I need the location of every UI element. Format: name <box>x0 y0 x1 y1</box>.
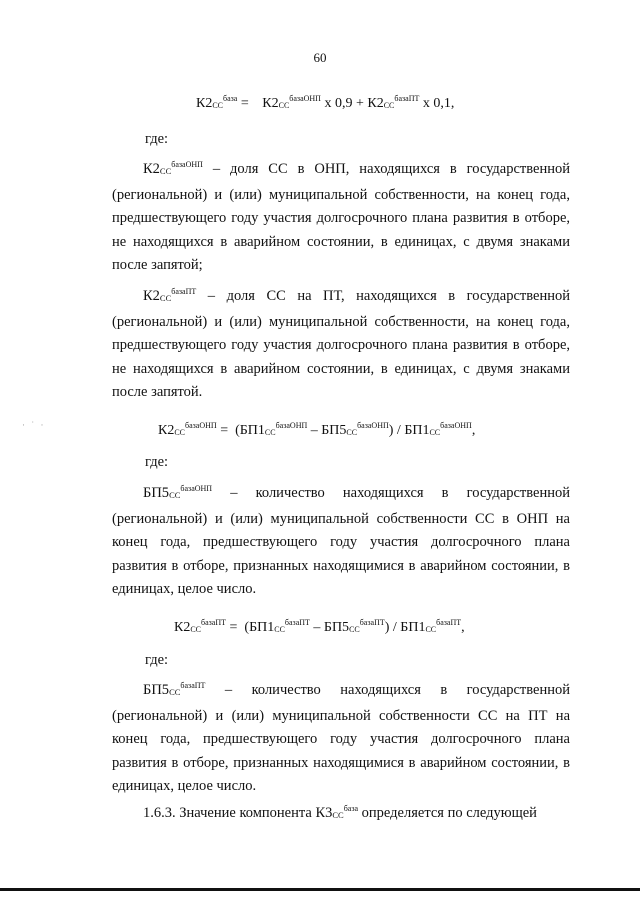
formula-equals: = ( <box>216 423 240 438</box>
formula-subscript: СС <box>429 428 441 437</box>
formula-superscript: база <box>223 94 238 103</box>
formula-term: БП5 <box>323 620 350 635</box>
definition-subscript: СС <box>169 490 181 500</box>
definition-subscript: СС <box>159 293 172 303</box>
definition-term: БП5 <box>143 682 170 698</box>
formula-subscript: СС <box>383 101 395 110</box>
formula-superscript: базаПТ <box>394 94 420 103</box>
formula-superscript: базаОНП <box>275 421 308 430</box>
formula-operator: , <box>461 620 465 635</box>
where-label: где: <box>145 131 169 147</box>
formula-subscript: СС <box>174 428 186 437</box>
formula-term: БП1 <box>239 423 265 438</box>
formula-subscript: СС <box>274 625 285 634</box>
formula-term: БП1 <box>400 620 426 635</box>
section-superscript: база <box>343 804 359 813</box>
formula-subscript: СС <box>346 428 358 437</box>
definition-subscript: СС <box>159 166 172 176</box>
formula-lhs: К2 <box>196 96 213 111</box>
formula-equals: = ( <box>226 620 250 635</box>
section-term: К3 <box>315 805 333 821</box>
formula-superscript: базаОНП <box>357 421 389 430</box>
definition-term: К2 <box>143 161 160 177</box>
formula-lhs: К2 <box>174 620 191 635</box>
formula-subscript: СС <box>425 625 437 634</box>
definition-k2-pt <box>112 280 570 405</box>
definition-k2-onp <box>112 153 570 278</box>
formula-k2-base <box>196 94 454 112</box>
formula-term: К2 <box>262 96 279 111</box>
definition-text: – количество находящихся в государственной (региональной) и (или) муниципальной собственности СС в ОНП на конец года, предшествующего году участия долгосрочного плана развития в отборе, признанных находящимися в аварийном состоянии, в единицах, целое число. <box>112 485 570 598</box>
bottom-scan-border <box>0 888 640 891</box>
where-label: где: <box>145 652 169 668</box>
definition-term: БП5 <box>143 485 170 501</box>
definition-superscript: базаОНП <box>171 160 203 169</box>
definition-text: – доля СС на ПТ, находящихся в государственной (региональной) и (или) муниципальной собственности, на конец года, предшествующего году участия долгосрочного плана развития в отборе, не находящихся в аварийном состоянии, в единицах, с двумя знаками после запятой. <box>112 288 570 401</box>
formula-superscript: базаПТ <box>201 618 227 627</box>
formula-operator: – <box>307 423 322 438</box>
formula-operator: – <box>309 620 324 635</box>
formula-equals: = <box>237 96 253 111</box>
formula-term: БП1 <box>249 620 275 635</box>
formula-subscript: СС <box>190 625 202 634</box>
definition-superscript: базаПТ <box>180 681 206 690</box>
formula-operator: х 0,1, <box>419 96 455 111</box>
formula-lhs: К2 <box>158 423 175 438</box>
formula-term: БП1 <box>404 423 430 438</box>
formula-subscript: СС <box>212 101 224 110</box>
where-label: где: <box>145 454 169 470</box>
scan-artifact-mark: · ˙ · <box>22 420 46 430</box>
formula-superscript: базаОНП <box>289 94 321 103</box>
formula-superscript: базаОНП <box>185 421 217 430</box>
formula-superscript: базаОНП <box>440 421 472 430</box>
formula-operator: ) / <box>384 620 401 635</box>
formula-k2-pt <box>174 618 465 636</box>
section-number: 1.6.3. <box>143 805 176 821</box>
definition-superscript: базаОНП <box>180 484 213 493</box>
definition-superscript: базаПТ <box>171 287 197 296</box>
formula-subscript: СС <box>278 101 290 110</box>
page-number: 60 <box>313 50 327 65</box>
definition-text: – доля СС в ОНП, находящихся в государственной (региональной) и (или) муниципальной собственности, на конец года, предшествующего году участия долгосрочного плана развития в отборе, не находящихся в аварийном состоянии, в единицах, с двумя знаками после запятой; <box>112 161 570 274</box>
formula-superscript: базаПТ <box>436 618 462 627</box>
formula-superscript: базаПТ <box>284 618 310 627</box>
definition-text: – количество находящихся в государственной (региональной) и (или) муниципальной собственности СС на ПТ на конец года, предшествующего году участия долгосрочного плана развития в отборе, признанных находящимися в аварийном состоянии, в единицах, целое число. <box>112 682 570 795</box>
section-subscript: СС <box>332 810 344 820</box>
section-1-6-3 <box>112 797 570 828</box>
definition-term: К2 <box>143 288 160 304</box>
formula-operator: х 0,9 + <box>320 96 368 111</box>
formula-term: К2 <box>367 96 384 111</box>
section-text: Значение компонента <box>175 805 316 821</box>
formula-operator: , <box>471 423 476 438</box>
formula-subscript: СС <box>264 428 276 437</box>
formula-term: БП5 <box>321 423 347 438</box>
formula-k2-onp <box>158 421 475 439</box>
formula-superscript: базаПТ <box>359 618 385 627</box>
definition-bp5-onp <box>112 477 570 602</box>
formula-subscript: СС <box>349 625 360 634</box>
section-text: определяется по следующей <box>358 805 537 821</box>
definition-subscript: СС <box>169 687 181 697</box>
definition-bp5-pt <box>112 674 570 799</box>
formula-operator: ) / <box>388 423 405 438</box>
